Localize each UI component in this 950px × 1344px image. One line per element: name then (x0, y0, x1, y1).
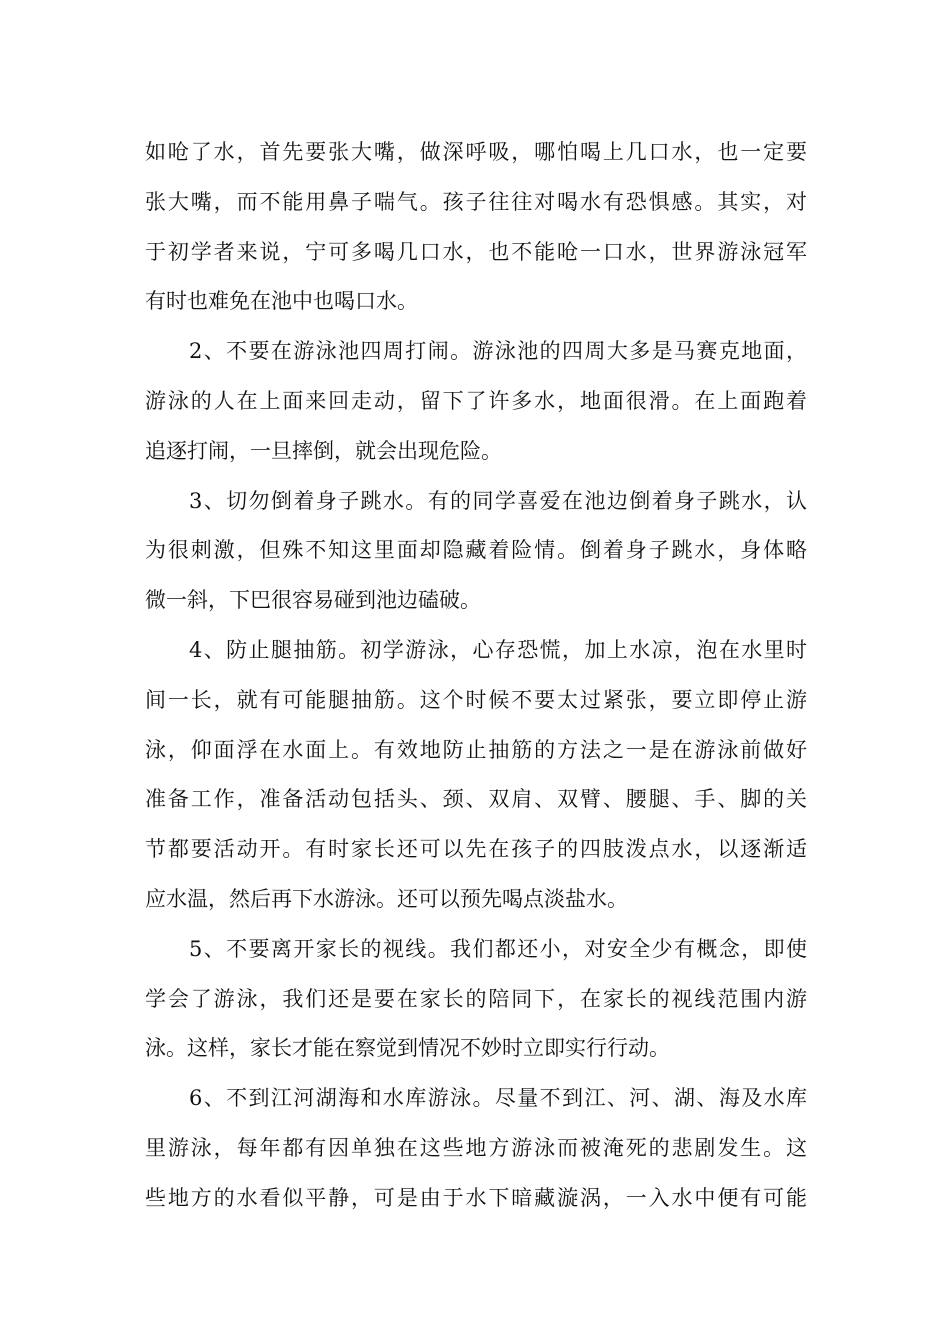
text-line: 游泳的人在上面来回走动，留下了许多水，地面很滑。在上面跑着 (145, 388, 807, 413)
text-line: 为很刺激，但殊不知这里面却隐藏着险情。倒着身子跳水，身体略 (145, 538, 807, 563)
text-line: 2、不要在游泳池四周打闹。游泳池的四周大多是马赛克地面， (189, 339, 807, 364)
text-line: 准备工作，准备活动包括头、颈、双肩、双臂、腰腿、手、脚的关 (145, 787, 807, 812)
text-line: 如呛了水，首先要张大嘴，做深呼吸，哪怕喝上几口水，也一定要 (145, 140, 807, 164)
text-line: 间一长，就有可能腿抽筋。这个时候不要太过紧张，要立即停止游 (145, 687, 807, 712)
text-line: 3、切勿倒着身子跳水。有的同学喜爱在池边倒着身子跳水，认 (189, 488, 807, 513)
text-line: 5、不要离开家长的视线。我们都还小，对安全少有概念，即使 (189, 936, 807, 961)
text-line: 有时也难免在池中也喝口水。 (145, 289, 418, 314)
document-body (145, 128, 807, 1224)
text-line: 泳。这样，家长才能在察觉到情况不妙时立即实行行动。 (145, 1036, 670, 1061)
text-line: 应水温，然后再下水游泳。还可以预先喝点淡盐水。 (145, 886, 628, 911)
text-line: 学会了游泳，我们还是要在家长的陪同下，在家长的视线范围内游 (145, 986, 807, 1011)
text-line: 微一斜，下巴很容易碰到池边磕破。 (145, 588, 481, 613)
text-line: 里游泳，每年都有因单独在这些地方游泳而被淹死的悲剧发生。这 (145, 1135, 807, 1160)
text-line: 张大嘴，而不能用鼻子喘气。孩子往往对喝水有恐惧感。其实，对 (145, 189, 807, 214)
text-line: 泳，仰面浮在水面上。有效地防止抽筋的方法之一是在游泳前做好 (145, 737, 807, 762)
text-line: 追逐打闹，一旦摔倒，就会出现危险。 (145, 438, 502, 463)
text-line: 6、不到江河湖海和水库游泳。尽量不到江、河、湖、海及水库 (189, 1086, 807, 1111)
text-line: 些地方的水看似平静，可是由于水下暗藏漩涡，一入水中便有可能 (145, 1185, 807, 1210)
text-line: 节都要活动开。有时家长还可以先在孩子的四肢泼点水，以逐渐适 (145, 837, 807, 862)
text-line: 于初学者来说，宁可多喝几口水，也不能呛一口水，世界游泳冠军 (145, 239, 807, 264)
text-line: 4、防止腿抽筋。初学游泳，心存恐慌，加上水凉，泡在水里时 (189, 637, 807, 662)
